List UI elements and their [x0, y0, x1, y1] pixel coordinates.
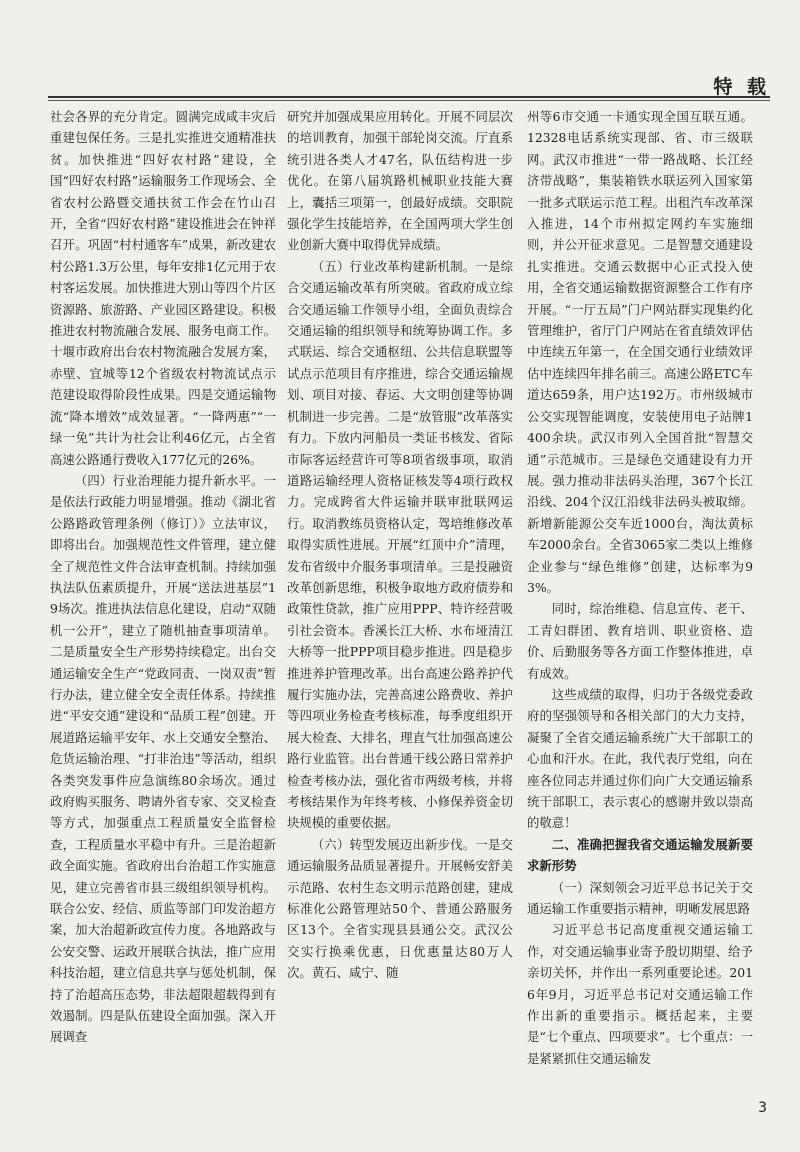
- header-rule-thin: [48, 100, 770, 101]
- text-column-1: [50, 106, 276, 1106]
- paragraph: 同时，综治维稳、信息宣传、老干、工青妇群团、教育培训、职业资格、造价、后勤服务等各方面工作整体推进，卓有成效。: [527, 601, 753, 681]
- paragraph: （五）行业改革构建新机制。一是综合交通运输改革有所突破。省政府成立综合交通运输工作领导小组，全面负责综合交通运输的组织领导和统筹协调工作。多式联运、综合交通枢纽、公共信息联盟等试点示范项目有序推进，综合交通运输规划、项目对接、春运、大文明创建等协调机制进一步完善。二是“放管服”改革落实有力。下放内河船员一类证书核发、省际市际客运经营许可等8项省级事项，取消道路运输经理人资格证核发等4项行政权力。完成跨省大件运输并联审批联网运行。取消教练员资格认定，驾培维修改革取得实质性进展。开展“红顶中介”清理，发布省级中介服务事项清单。三是投融资改革创新思维，积极争取地方政府债券和政策性贷款，推广应用PPP、特许经营吸引社会资本。香溪长江大桥、水布垭清江大桥等一批PPP项目稳步推进。四是稳步推进养护管理改革。出台高速公路养护代履行实施办法，完善高速公路费收、养护等四项业务检查考核标准，每季度组织开展大检查、大排名，理直气壮加强高速公路行业监管。出台普通干线公路日常养护检查考核办法，强化省市两级考核，并将考核结果作为年终考核、小修保养资金切块规模的重要依据。: [287, 258, 513, 831]
- subsection-heading: （一）深刻领会习近平总书记关于交通运输工作重要指示精神，明晰发展思路: [527, 879, 753, 917]
- header-rule: [48, 96, 770, 98]
- section-heading: 二、准确把握我省交通运输发展新要求新形势: [527, 836, 753, 874]
- paragraph: 习近平总书记高度重视交通运输工作，对交通运输事业寄予殷切期望、给予亲切关怀，并作出一系列重要论述。2016年9月，习近平总书记对交通运输工作作出新的重要指示。概括起来，主要是“七个重点、四项要求”。七个重点：一是紧紧抓住交通运输发: [527, 922, 753, 1066]
- text-column-3: [527, 106, 753, 1106]
- paragraph: 这些成绩的取得，归功于各级党委政府的坚强领导和各相关部门的大力支持，凝聚了全省交通运输系统广大干部职工的心血和汗水。在此，我代表厅党组，向在座各位同志并通过你们向广大交通运输系统干部职工，表示衷心的感谢并致以崇高的敬意！: [527, 686, 753, 831]
- page-number: 3: [758, 1100, 767, 1116]
- paragraph: （四）行业治理能力提升新水平。一是依法行政能力明显增强。推动《湖北省公路路政管理条例（修订）》立法审议，即将出台。加强规范性文件管理，建立健全了规范性文件合法审查机制。持续加强执法队伍素质提升，开展“送法进基层”19场次。推进执法信息化建设，启动“双随机一公开”，建立了随机抽查事项清单。二是质量安全生产形势持续稳定。出台交通运输安全生产“党政同责、一岗双责”暂行办法，建立健全安全责任体系。持续推进“平安交通”建设和“品质工程”创建。开展道路运输平安年、水上交通安全整治、危货运输治理、“打非治违”等活动，组织各类突发事件应急演练80余场次。通过政府购买服务、聘请外省专家、交叉检查等方式，加强重点工程质量安全监督检查，工程质量水平稳中有升。三是治超新政全面实施。省政府出台治超工作实施意见，建立完善省市县三级组织领导机构。联合公安、经信、质监等部门印发治超方案，加大治超新政宣传力度。各地路政与公安交警、运政开展联合执法，推广应用科技治超，建立信息共享与惩处机制，保持了治超高压态势，非法超限超载得到有效遏制。四是队伍建设全面加强。深入开展调查: [50, 472, 276, 1045]
- paragraph: 州等6市交通一卡通实现全国互联互通。12328电话系统实现部、省、市三级联网。武汉市推进“一带一路战略、长江经济带战略”，集装箱铁水联运列入国家第一批多式联运示范工程。出租汽车改革深入推进，14个市州拟定网约车实施细则，并公开征求意见。二是智慧交通建设扎实推进。交通云数据中心正式投入使用，全省交通运输数据资源整合工作有序开展。“一厅五局”门户网站群实现集约化管理维护，省厅门户网站在省直绩效评估中连续五年第一，在全国交通行业绩效评估中连续四年排名前三。高速公路ETC车道达659条，用户达192万。市州级城市公交实现智能调度，安装使用电子站牌1400余块。武汉市列入全国首批“智慧交通”示范城市。三是绿色交通建设有力开展。强力推动非法码头治理，367个长江沿线、204个汉江沿线非法码头被取缔。新增新能源公交车近1000台，淘汰黄标车2000余台。全省3065家二类以上维修企业参与“绿色维修”创建，达标率为93%。: [527, 109, 753, 595]
- section-label: 特 载: [713, 76, 770, 98]
- paragraph: 社会各界的充分肯定。圆满完成咸丰灾后重建包保任务。三是扎实推进交通精准扶贫。加快推进“四好农村路”建设，全国“四好农村路”运输服务工作现场会、全省农村公路暨交通扶贫工作会在竹山召开，全省“四好农村路”建设推进会在钟祥召开。巩固“村村通客车”成果，新改建农村公路1.3万公里，每年安排1亿元用于农村客运发展。加快推进大别山等四个片区资源路、旅游路、产业园区路建设。积极推进农村物流融合发展、服务电商工作。十堰市政府出台农村物流融合发展方案，赤壁、宜城等12个省级农村物流试点示范建设取得阶段性成果。四是交通运输物流“降本增效”成效显著。“一降两惠”“一绿一免”共计为社会让利46亿元，占全省高速公路通行费收入177亿元的26%。: [50, 109, 276, 467]
- paragraph: 研究并加强成果应用转化。开展不同层次的培训教育，加强干部轮岗交流。厅直系统引进各类人才47名，队伍结构进一步优化。在第八届筑路机械职业技能大赛上，囊括三项第一，创最好成绩。交职院强化学生技能培养，在全国两项大学生创业创新大赛中取得优异成绩。: [287, 109, 513, 253]
- text-column-2: [287, 106, 513, 1106]
- paragraph: （六）转型发展迈出新步伐。一是交通运输服务品质显著提升。开展畅安舒美示范路、农村生态文明示范路创建，建成标准化公路管理站50个、普通公路服务区13个。全省实现县县通公交。武汉公交实行换乘优惠，日优惠量达80万人次。黄石、咸宁、随: [287, 836, 513, 981]
